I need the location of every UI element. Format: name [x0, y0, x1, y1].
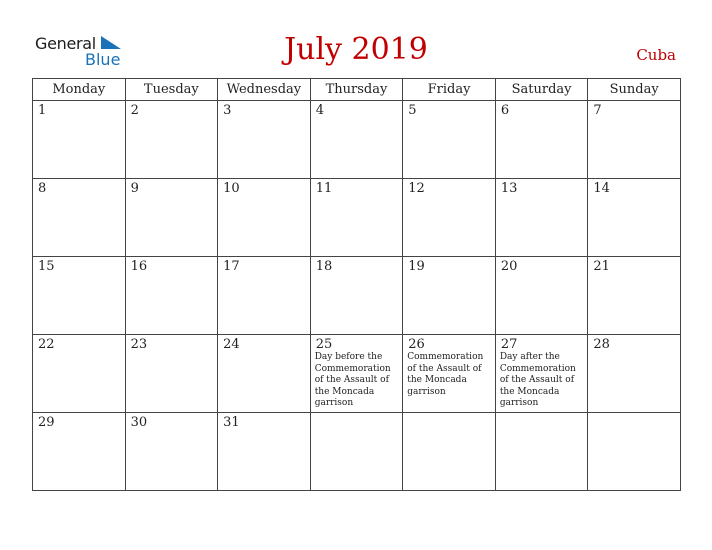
- day-cell: [495, 179, 588, 257]
- day-number: 22: [38, 337, 55, 352]
- day-cell: [495, 335, 588, 413]
- day-number: 16: [130, 259, 148, 274]
- day-cell: [310, 179, 403, 257]
- day-cell: [310, 101, 403, 179]
- day-number: 28: [593, 337, 610, 352]
- week-row: [33, 335, 681, 413]
- day-cell: [588, 179, 681, 257]
- day-cell: [403, 257, 496, 335]
- day-number: 25: [315, 337, 333, 352]
- holiday-label: Day after the Commemoration of the Assault of the Moncada garrison: [499, 352, 576, 408]
- day-cell: [125, 257, 218, 335]
- weekday-header: Sunday: [588, 79, 681, 101]
- day-number: 30: [130, 415, 148, 430]
- weekday-header: Thursday: [310, 79, 403, 101]
- day-cell: [588, 413, 681, 491]
- day-number: 26: [408, 337, 425, 352]
- day-number: 13: [500, 181, 518, 196]
- day-number: 24: [223, 337, 240, 352]
- logo-general-text: General: [35, 34, 96, 53]
- weekday-header: Saturday: [495, 79, 588, 101]
- holiday-label: Commemoration of the Assault of the Moncada garrison: [407, 352, 484, 397]
- day-number: 23: [130, 337, 148, 352]
- weekday-header: Wednesday: [218, 79, 311, 101]
- day-number: 11: [315, 181, 333, 196]
- calendar-title: July 2019: [284, 32, 428, 67]
- day-number: 29: [38, 415, 55, 430]
- day-number: 17: [223, 259, 240, 274]
- day-cell: [218, 257, 311, 335]
- day-cell: [403, 101, 496, 179]
- day-cell: [218, 101, 311, 179]
- day-cell: [33, 413, 126, 491]
- day-cell: [33, 335, 126, 413]
- day-number: 27: [500, 337, 518, 352]
- day-number: 15: [38, 259, 55, 274]
- day-number: 2: [130, 103, 139, 118]
- day-cell: [218, 335, 311, 413]
- calendar-grid: [32, 78, 681, 491]
- day-number: 20: [500, 259, 518, 274]
- day-number: 3: [223, 103, 232, 118]
- day-cell: [125, 101, 218, 179]
- day-number: 8: [38, 181, 47, 196]
- day-number: 4: [315, 103, 324, 118]
- day-cell: [588, 257, 681, 335]
- day-cell: [310, 413, 403, 491]
- country-label: Cuba: [636, 46, 676, 64]
- day-cell: [495, 257, 588, 335]
- week-row: [33, 257, 681, 335]
- weekday-header-row: [33, 79, 681, 101]
- day-number: 21: [593, 259, 610, 274]
- day-cell: [588, 335, 681, 413]
- day-cell: [495, 413, 588, 491]
- day-number: 5: [408, 103, 417, 118]
- weekday-header: Monday: [33, 79, 126, 101]
- week-row: [33, 179, 681, 257]
- day-cell: [310, 257, 403, 335]
- day-number: 10: [223, 181, 240, 196]
- week-row: [33, 413, 681, 491]
- holiday-label: Day before the Commemoration of the Assault of the Moncada garrison: [314, 352, 391, 408]
- day-number: 31: [223, 415, 240, 430]
- day-number: 1: [38, 103, 47, 118]
- day-cell: [125, 413, 218, 491]
- day-number: 6: [500, 103, 510, 118]
- day-cell: [125, 335, 218, 413]
- day-cell: [310, 335, 403, 413]
- day-cell: [403, 413, 496, 491]
- day-number: 9: [130, 181, 139, 196]
- day-number: 18: [315, 259, 333, 274]
- day-number: 12: [408, 181, 425, 196]
- day-cell: [125, 179, 218, 257]
- day-cell: [218, 179, 311, 257]
- day-cell: [218, 413, 311, 491]
- day-cell: [403, 335, 496, 413]
- day-number: 14: [593, 181, 610, 196]
- weekday-header: Tuesday: [125, 79, 218, 101]
- day-cell: [33, 179, 126, 257]
- week-row: [33, 101, 681, 179]
- day-number: 7: [593, 103, 602, 118]
- day-cell: [495, 101, 588, 179]
- logo-blue-text: Blue: [85, 50, 121, 69]
- day-cell: [588, 101, 681, 179]
- weekday-header: Friday: [403, 79, 496, 101]
- day-cell: [403, 179, 496, 257]
- day-cell: [33, 257, 126, 335]
- day-cell: [33, 101, 126, 179]
- day-number: 19: [408, 259, 425, 274]
